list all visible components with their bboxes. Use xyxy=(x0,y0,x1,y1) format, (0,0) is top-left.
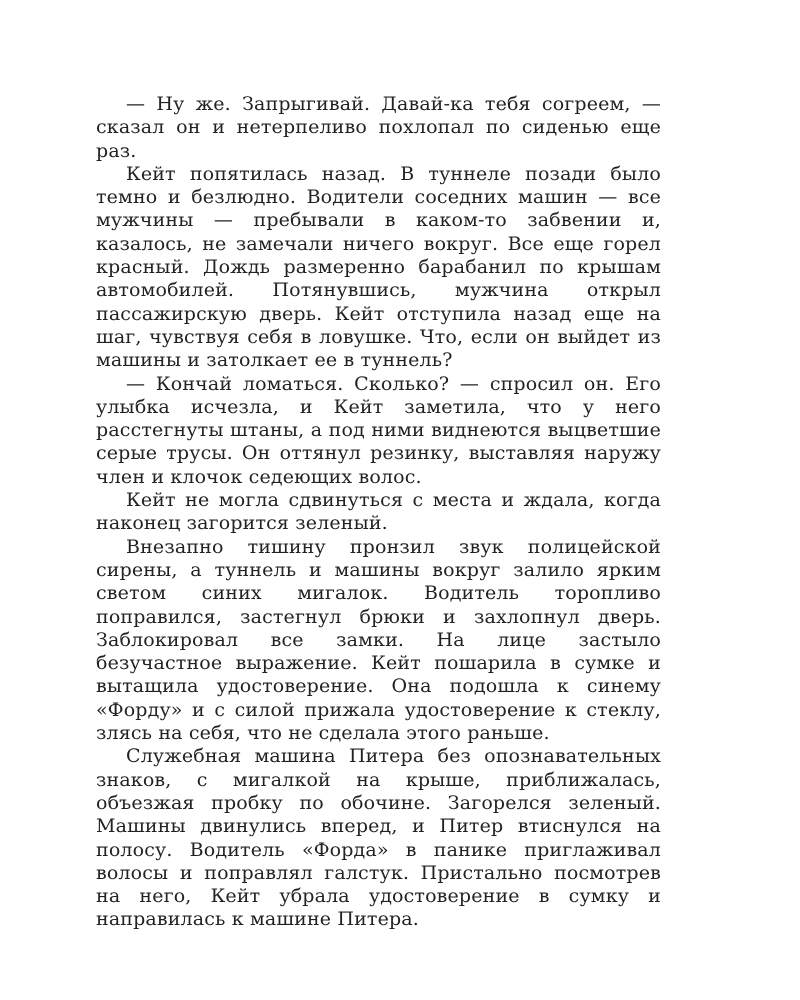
paragraph-6: Служебная машина Питера без опознавательных знаков, с мигалкой на крыше, приближалась, объезжая пробку по обочине. Загорелся зеленый. Машины двинулись вперед, и Питер втиснулся на полосу. Водитель «Форда» в панике приглаживал волосы и поправлял галстук. Пристально посмотрев на него, Кейт убрала удостоверение в сумку и направилась к машине Питера. xyxy=(96,745,661,931)
paragraph-2: Кейт попятилась назад. В туннеле позади было темно и безлюдно. Водители соседних машин — все мужчины — пребывали в каком-то забвении и, казалось, не замечали ничего вокруг. Все еще горел красный. Дождь размеренно барабанил по крышам автомобилей. Потянувшись, мужчина открыл пассажирскую дверь. Кейт отступила назад еще на шаг, чувствуя себя в ловушке. Что, если он выйдет из машины и затолкает ее в туннель? xyxy=(96,162,661,372)
paragraph-4: Кейт не могла сдвинуться с места и ждала, когда наконец загорится зеленый. xyxy=(96,489,661,535)
paragraph-3: — Кончай ломаться. Сколько? — спросил он. Его улыбка исчезла, и Кейт заметила, что у него расстегнуты штаны, а под ними виднеются выцветшие серые трусы. Он оттянул резинку, выставляя наружу член и клочок седеющих волос. xyxy=(96,372,661,488)
paragraph-1: — Ну же. Запрыгивай. Давай-ка тебя согреем, — сказал он и нетерпеливо похлопал по сиденью еще раз. xyxy=(96,93,661,162)
paragraph-5: Внезапно тишину пронзил звук полицейской сирены, а туннель и машины вокруг залило ярким светом синих мигалок. Водитель торопливо поправился, застегнул брюки и захлопнул дверь. Заблокировал все замки. На лице застыло безучастное выражение. Кейт пошарила в сумке и вытащила удостоверение. Она подошла к синему «Форду» и с силой прижала удостоверение к стеклу, злясь на себя, что не сделала этого раньше. xyxy=(96,535,661,745)
book-page-text xyxy=(96,93,661,932)
